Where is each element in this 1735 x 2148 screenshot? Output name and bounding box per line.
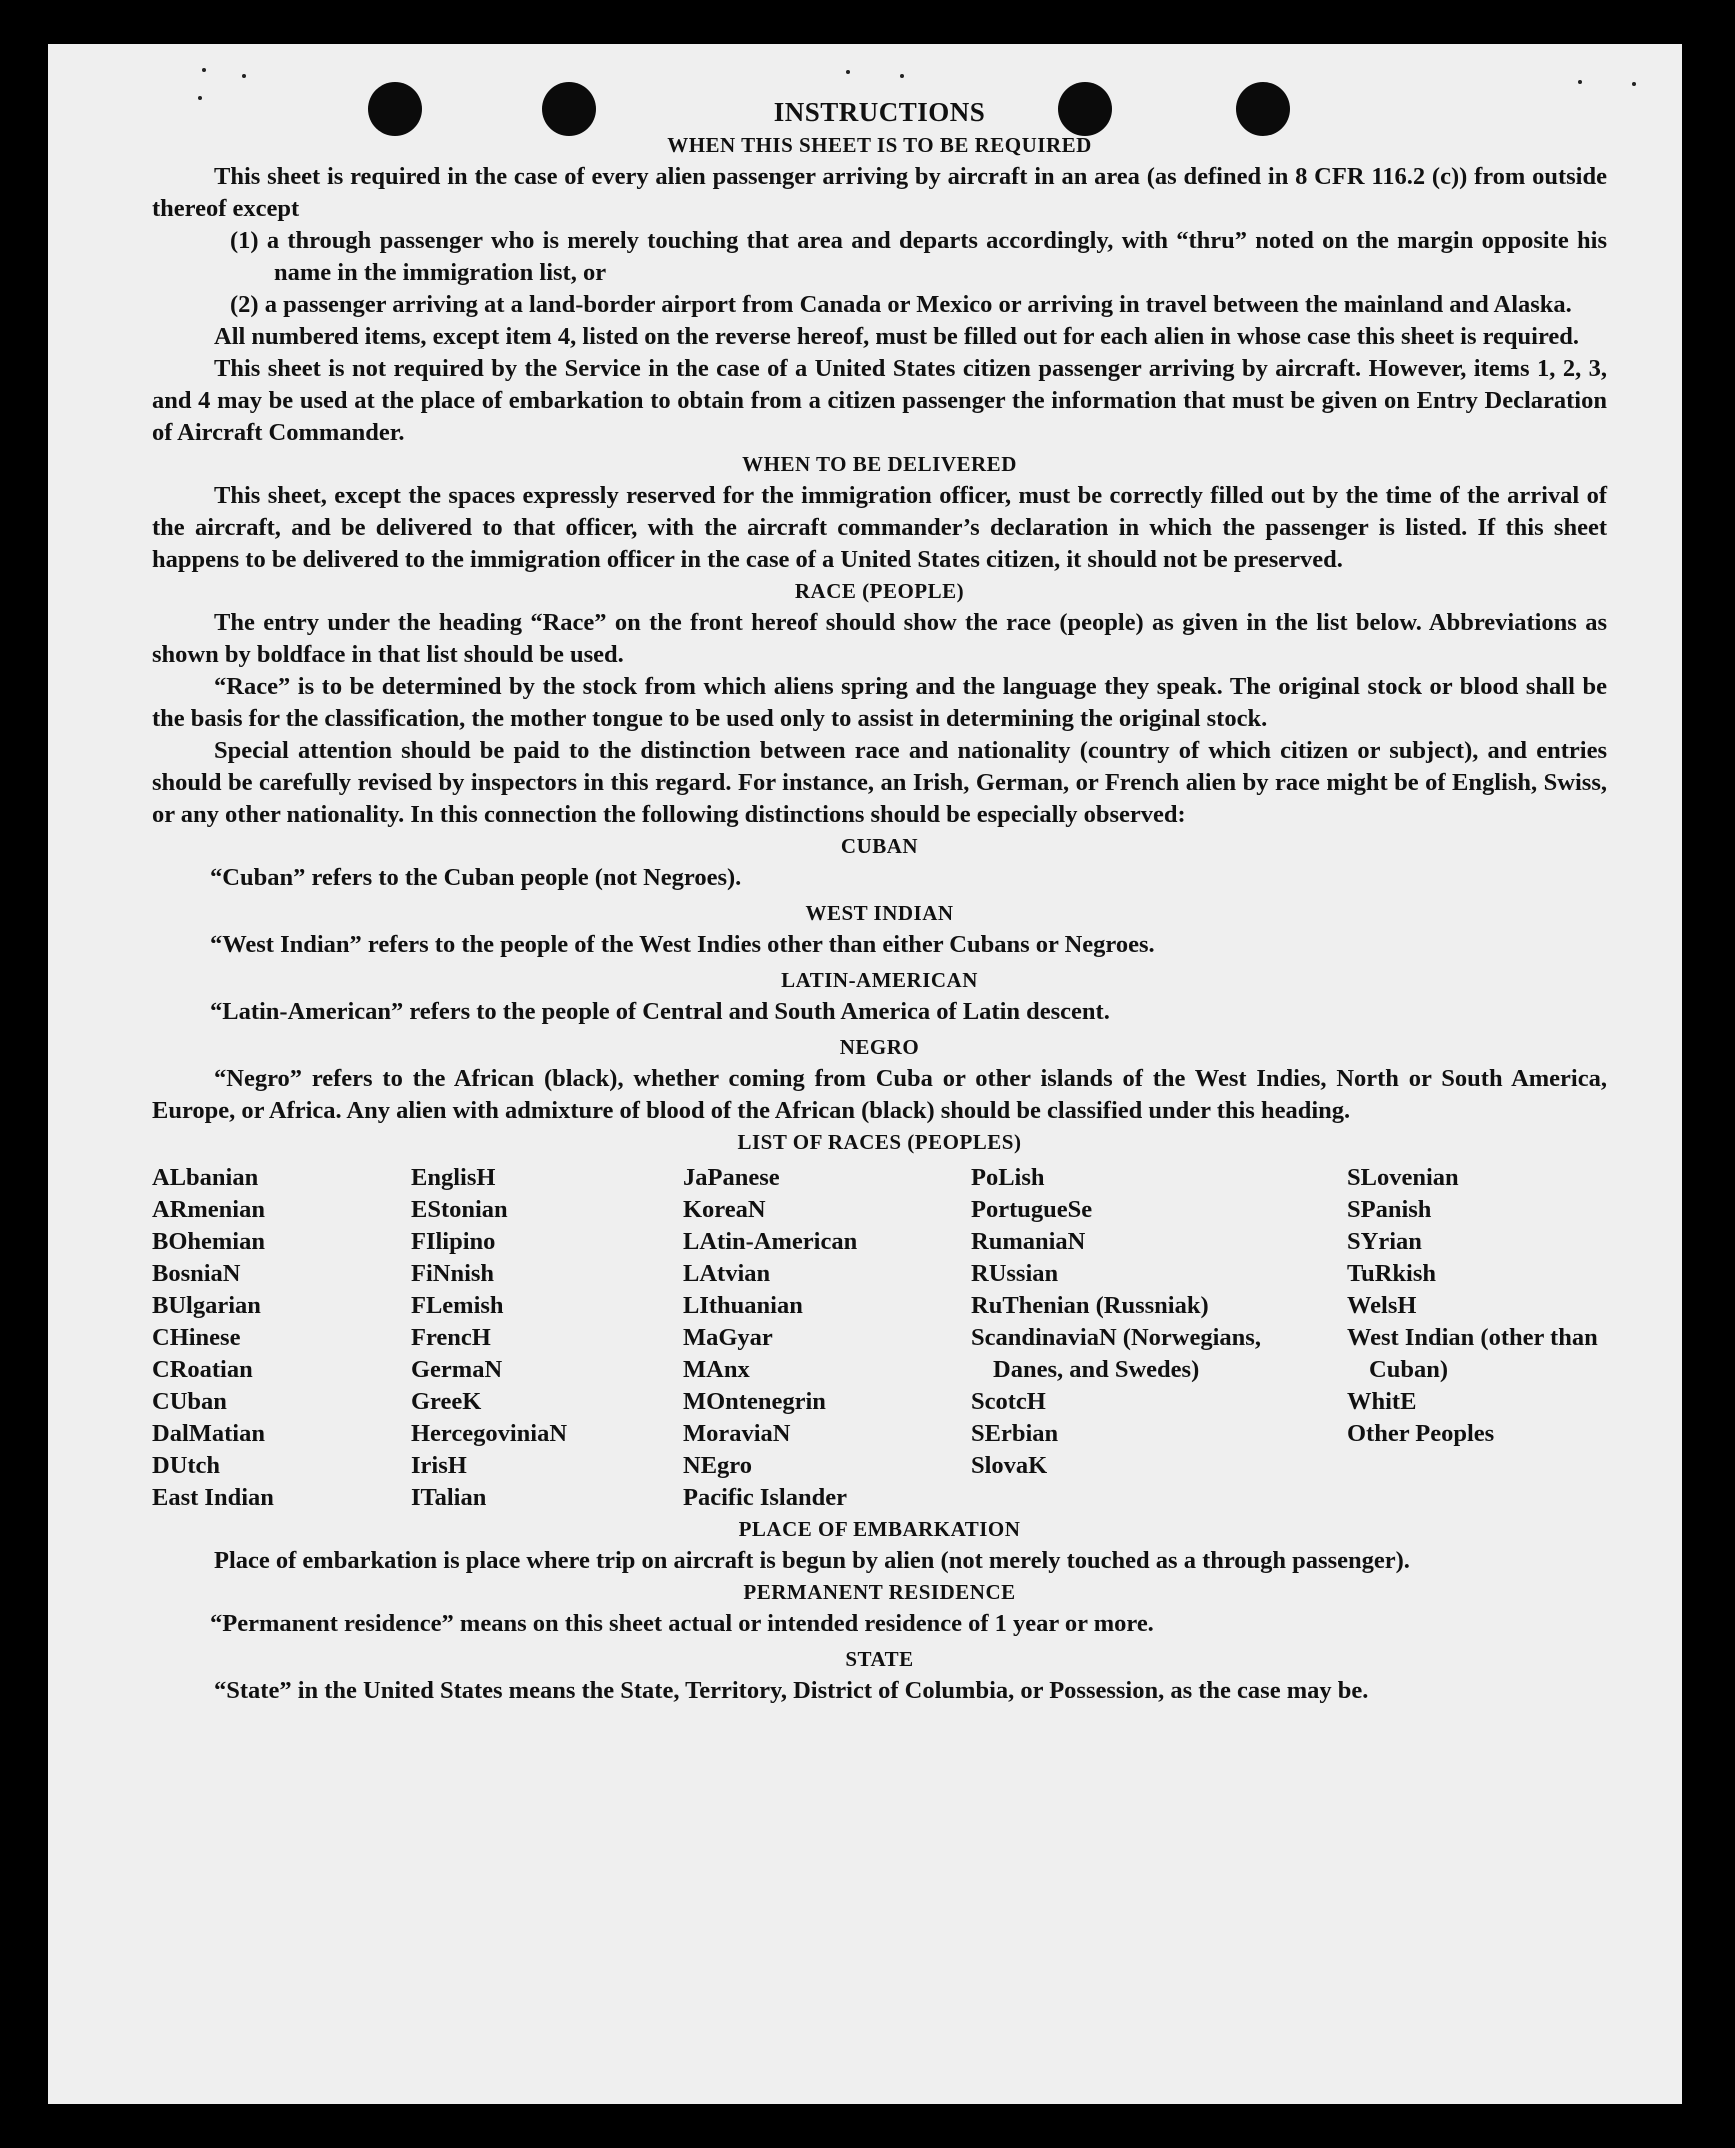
paragraph: “Race” is to be determined by the stock from which aliens spring and the language they speak. The original stock or blood shall be the basis for the classification, the mother tongue to be used only to assist in determining the original stock. bbox=[152, 673, 1607, 732]
race-item: WhitE bbox=[1347, 1388, 1417, 1415]
race-item: ScotcH bbox=[971, 1388, 1046, 1415]
section-heading: WEST INDIAN bbox=[805, 901, 954, 925]
race-item: MoraviaN bbox=[683, 1420, 791, 1447]
race-item: BosniaN bbox=[152, 1260, 241, 1287]
section-heading: NEGRO bbox=[839, 1035, 920, 1059]
section-heading: LATIN-AMERICAN bbox=[781, 968, 978, 992]
race-item: GreeK bbox=[411, 1388, 482, 1415]
paragraph: “Permanent residence” means on this sheet actual or intended residence of 1 year or more. bbox=[210, 1610, 1154, 1637]
speck bbox=[900, 74, 904, 78]
speck bbox=[202, 68, 206, 72]
race-item: NEgro bbox=[683, 1452, 752, 1479]
race-item: RumaniaN bbox=[971, 1228, 1086, 1255]
paragraph: Special attention should be paid to the distinction between race and nationality (country of which citizen or subject), and entries should be carefully revised by inspectors in this regard. For instance, an Irish, German, or French alien by race might be of English, Swiss, or any other nationality. In this connection the following distinctions should be especially observed: bbox=[152, 737, 1607, 828]
race-item: LAtvian bbox=[683, 1260, 771, 1287]
race-item: SYrian bbox=[1347, 1228, 1422, 1255]
race-item: ScandinaviaN (Norwegians, Danes, and Swedes) bbox=[971, 1324, 1261, 1383]
section-heading: WHEN TO BE DELIVERED bbox=[742, 452, 1017, 476]
paragraph: All numbered items, except item 4, listed on the reverse hereof, must be filled out for each alien in whose case this sheet is required. bbox=[214, 323, 1580, 350]
paragraph: This sheet is required in the case of every alien passenger arriving by aircraft in an area (as defined in 8 CFR 116.2 (c)) from outside thereof except bbox=[152, 163, 1607, 222]
race-item: FLemish bbox=[411, 1292, 504, 1319]
race-item: SErbian bbox=[971, 1420, 1059, 1447]
exception-item: (2) a passenger arriving at a land-border airport from Canada or Mexico or arriving in travel between the mainland and Alaska. bbox=[230, 291, 1572, 318]
race-item: MaGyar bbox=[683, 1324, 773, 1351]
race-item: KoreaN bbox=[683, 1196, 766, 1223]
speck bbox=[242, 74, 246, 78]
race-item: HercegoviniaN bbox=[411, 1420, 568, 1447]
race-item: PoLish bbox=[971, 1164, 1045, 1191]
race-item: BUlgarian bbox=[152, 1292, 261, 1319]
paragraph: “Cuban” refers to the Cuban people (not Negroes). bbox=[210, 864, 742, 891]
race-item: JaPanese bbox=[683, 1164, 780, 1191]
paragraph: This sheet is not required by the Service in the case of a United States citizen passenger arriving by aircraft. However, items 1, 2, 3, and 4 may be used at the place of embarkation to obtain from a citizen passenger the information that must be given on Entry Declaration of Aircraft Commander. bbox=[152, 355, 1607, 446]
section-heading: WHEN THIS SHEET IS TO BE REQUIRED bbox=[667, 133, 1092, 157]
paragraph: The entry under the heading “Race” on the front hereof should show the race (people) as given in the list below. Abbreviations as shown by boldface in that list should be used. bbox=[152, 609, 1607, 668]
paragraph: “State” in the United States means the State, Territory, District of Columbia, or Possession, as the case may be. bbox=[214, 1677, 1369, 1704]
race-item: CRoatian bbox=[152, 1356, 253, 1383]
race-item: ITalian bbox=[411, 1484, 487, 1511]
speck bbox=[1632, 82, 1636, 86]
paragraph: “Negro” refers to the African (black), whether coming from Cuba or other islands of the West Indies, North or South America, Europe, or Africa. Any alien with admixture of blood of the African (black) should be classified under this heading. bbox=[152, 1065, 1607, 1124]
instructions-content bbox=[152, 94, 1607, 1707]
paragraph: “West Indian” refers to the people of the West Indies other than either Cubans or Negroes. bbox=[210, 931, 1155, 958]
race-item: CHinese bbox=[152, 1324, 241, 1351]
race-item: SLovenian bbox=[1347, 1164, 1459, 1191]
race-item: PortugueSe bbox=[971, 1196, 1093, 1223]
race-item: MOntenegrin bbox=[683, 1388, 826, 1415]
race-item: DUtch bbox=[152, 1452, 221, 1479]
race-list bbox=[152, 1162, 1607, 1514]
race-column bbox=[152, 1162, 411, 1514]
race-item: Pacific Islander bbox=[683, 1484, 847, 1511]
race-item: DalMatian bbox=[152, 1420, 265, 1447]
race-item: West Indian (other than Cuban) bbox=[1347, 1324, 1598, 1383]
section-heading: STATE bbox=[845, 1647, 914, 1671]
race-item: CUban bbox=[152, 1388, 227, 1415]
race-item: FrencH bbox=[411, 1324, 491, 1351]
race-item: RUssian bbox=[971, 1260, 1059, 1287]
paragraph: Place of embarkation is place where trip on aircraft is begun by alien (not merely touched as a through passenger). bbox=[214, 1547, 1410, 1574]
section-heading: PLACE OF EMBARKATION bbox=[738, 1517, 1021, 1541]
race-column bbox=[411, 1162, 683, 1514]
race-item: SPanish bbox=[1347, 1196, 1432, 1223]
page-title: INSTRUCTIONS bbox=[773, 97, 986, 127]
paragraph: This sheet, except the spaces expressly reserved for the immigration officer, must be correctly filled out by the time of the arrival of the aircraft, and be delivered to that officer, with the aircraft commander’s declaration in which the passenger is listed. If this sheet happens to be delivered to the immigration officer in the case of a United States citizen, it should not be preserved. bbox=[152, 482, 1607, 573]
race-item: East Indian bbox=[152, 1484, 274, 1511]
race-item: TuRkish bbox=[1347, 1260, 1437, 1287]
section-heading: PERMANENT RESIDENCE bbox=[743, 1580, 1016, 1604]
race-item: ALbanian bbox=[152, 1164, 259, 1191]
race-item: LAtin-American bbox=[683, 1228, 858, 1255]
race-column bbox=[1347, 1162, 1607, 1514]
paragraph: “Latin-American” refers to the people of Central and South America of Latin descent. bbox=[210, 998, 1110, 1025]
section-heading: CUBAN bbox=[840, 834, 919, 858]
section-heading: LIST OF RACES (PEOPLES) bbox=[737, 1130, 1022, 1154]
race-item: SlovaK bbox=[971, 1452, 1048, 1479]
race-item: ARmenian bbox=[152, 1196, 265, 1223]
race-item: BOhemian bbox=[152, 1228, 265, 1255]
race-item: WelsH bbox=[1347, 1292, 1417, 1319]
race-item: FIlipino bbox=[411, 1228, 496, 1255]
race-item: IrisH bbox=[411, 1452, 467, 1479]
speck bbox=[846, 70, 850, 74]
race-item: RuThenian (Russniak) bbox=[971, 1292, 1209, 1319]
race-item: EnglisH bbox=[411, 1164, 496, 1191]
race-item: GermaN bbox=[411, 1356, 503, 1383]
race-item: MAnx bbox=[683, 1356, 750, 1383]
race-column bbox=[971, 1162, 1347, 1514]
race-item: FiNnish bbox=[411, 1260, 495, 1287]
section-heading: RACE (PEOPLE) bbox=[794, 579, 965, 603]
race-item: LIthuanian bbox=[683, 1292, 803, 1319]
race-item: Other Peoples bbox=[1347, 1420, 1495, 1447]
speck bbox=[1578, 80, 1582, 84]
race-item: EStonian bbox=[411, 1196, 508, 1223]
race-column bbox=[683, 1162, 971, 1514]
exception-item: (1) a through passenger who is merely touching that area and departs accordingly, with “thru” noted on the margin opposite his name in the immigration list, or bbox=[230, 227, 1607, 286]
document-page bbox=[48, 44, 1682, 2104]
